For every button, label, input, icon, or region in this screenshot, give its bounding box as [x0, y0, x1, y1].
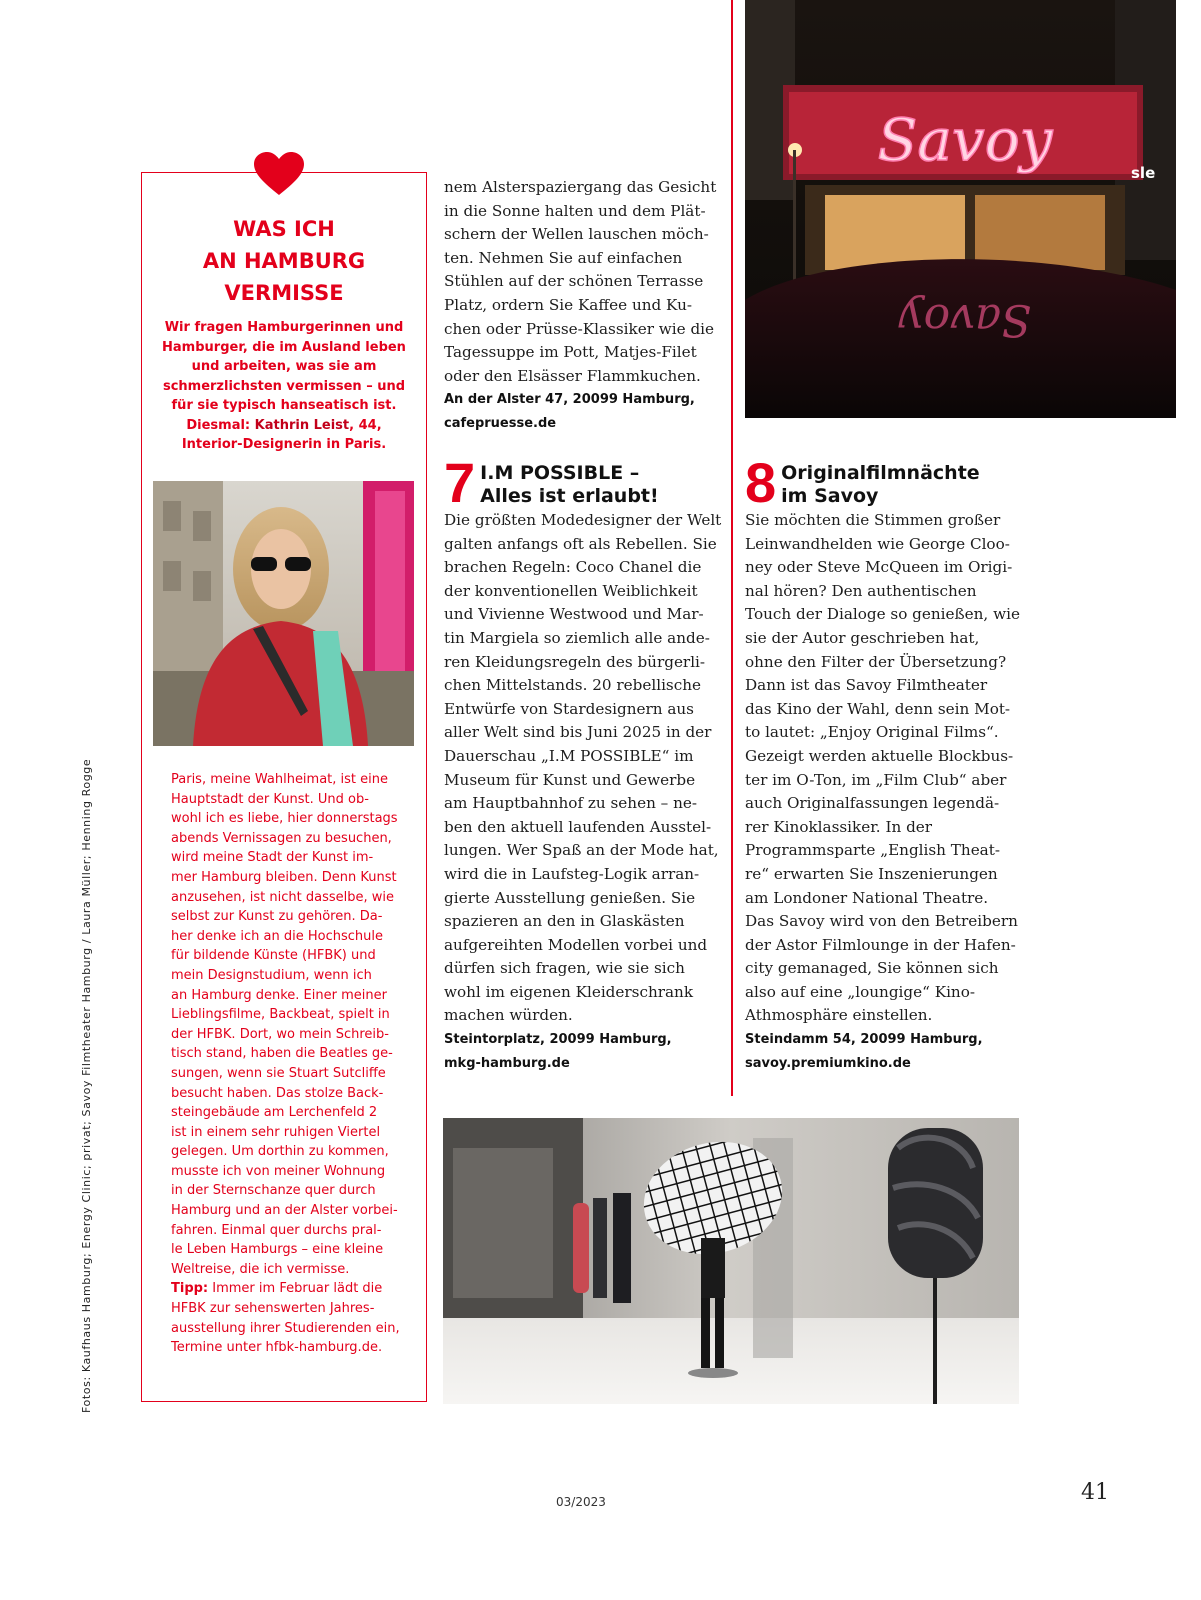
savoy-sign-text: Savoy — [877, 106, 1053, 174]
sidebar-intro: Wir fragen Hamburgerinnen und Hamburger, die im Ausland leben und arbeiten, was sie am schmerzlichsten vermissen – und für sie typisch hanseatisch ist. Diesmal: Kathrin Leist, 44, Interior-Designerin in Paris. — [162, 320, 406, 452]
section-8-body: Sie möchten die Stimmen großer Leinwandhelden wie George Cloo- ney oder Steve McQueen im Origi- nal hören? Den authentischen Touch der Dialoge so genießen, wie sie der Autor geschrieben hat, ohne den Filter der Übersetzung? Dann ist das Savoy Filmtheater das Kino der Wahl, denn sein Mot- to lautet: „Enjoy Original Films“. Gezeigt werden aktuelle Blockbus- ter im O-Ton, im „Film Club“ aber auch Originalfassungen legendä- rer Kinoklassiker. In der Programmsparte „English Theat- re“ erwarten Sie Inszenierungen am Londoner National Theatre. Das Savoy wird von den Betreibern der Astor Filmlounge in der Hafen- city gemanaged, Sie können sich also auf eine „loungige“ Kino- Athmosphäre einstellen. Steindamm 54, 20099 Hamburg, savoy.premiumkino.de — [745, 509, 1045, 1075]
exhibition-photo — [443, 1118, 1019, 1404]
section-7-address: Steintorplatz, 20099 Hamburg, — [444, 1032, 672, 1048]
issue-number: 03/2023 — [556, 1495, 606, 1509]
portrait-photo — [153, 481, 414, 746]
cafe-website: cafepruesse.de — [444, 415, 557, 431]
section-7-heading: 7 I.M POSSIBLE – Alles ist erlaubt! — [444, 451, 659, 514]
section-7-number: 7 — [444, 451, 476, 514]
section-8-website: savoy.premiumkino.de — [745, 1055, 911, 1071]
savoy-cinema-photo — [745, 0, 1176, 418]
section-8-address: Steindamm 54, 20099 Hamburg, — [745, 1032, 983, 1048]
section-8-number: 8 — [745, 451, 777, 514]
cafe-continued-text: nem Alsterspaziergang das Gesicht in die Sonne halten und dem Plät- schern der Wellen lauschen möch- ten. Nehmen Sie auf einfachen Stühlen auf der schönen Terrasse Platz, ordern Sie Kaffee und Ku- chen oder Prüsse-Klassiker wie die Tagessuppe im Pott, Matjes-Filet oder den Elsässer Flammkuchen. An der Alster 47, 20099 Hamburg, cafepruesse.de — [444, 176, 729, 436]
interviewee-name: Kathrin Leist — [254, 417, 350, 433]
heart-icon — [254, 152, 304, 196]
page-number: 41 — [1081, 1480, 1109, 1505]
sidebar-body: Paris, meine Wahlheimat, ist eine Hauptstadt der Kunst. Und ob- wohl ich es liebe, hier donnerstags abends Vernissagen zu besuchen, wird meine Stadt der Kunst im- mer Hamburg bleiben. Denn Kunst anzusehen, ist nicht dasselbe, wie selbst zur Kunst zu gehören. Da- her denke ich an die Hochschule für bildende Künste (HFBK) und mein Designstudium, wenn ich an Hamburg denke. Einer meiner Lieblingsfilme, Backbeat, spielt in der HFBK. Dort, wo mein Schreib- tisch stand, haben die Beatles ge- sungen, wenn sie Stuart Sutcliffe besucht haben. Das stolze Back- steingebäude am Lerchenfeld 2 ist in einem sehr ruhigen Viertel gelegen. Um dorthin zu kommen, musste ich von meiner Wohnung in der Sternschanze quer durch Hamburg und an der Alster vorbei- fahren. Einmal quer durchs pral- le Leben Hamburgs – eine kleine Weltreise, die ich vermisse. Tipp: Immer im Februar lädt die HFBK zur sehenswerten Jahres- ausstellung ihrer Studierenden ein, Termine unter hfbk-hamburg.de. — [171, 772, 400, 1356]
sidebar-title: WAS ICH AN HAMBURG VERMISSE — [202, 217, 366, 305]
tipp-label: Tipp: — [171, 1281, 209, 1297]
svg-text:Savoy: Savoy — [898, 294, 1032, 345]
section-8-heading: 8 Originalfilmnächte im Savoy — [745, 451, 980, 514]
section-7-website: mkg-hamburg.de — [444, 1055, 570, 1071]
photo-credits: Fotos: Kaufhaus Hamburg; Energy Clinic; privat; Savoy Filmtheater Hamburg / Laura Müller; Henning Rogge — [80, 758, 93, 1413]
svg-text:sle: sle — [1131, 164, 1156, 182]
column-divider — [731, 0, 733, 1096]
section-7-body: Die größten Modedesigner der Welt galten anfangs oft als Rebellen. Sie brachen Regeln: Coco Chanel die der konventionellen Weiblichkeit und Vivienne Westwood und Mar- tin Margiela so ziemlich alle ande- ren Kleidungsregeln des bürgerli- chen Mittelstands. 20 rebellische Entwürfe von Stardesignern aus aller Welt sind bis Juni 2025 in der Dauerschau „I.M POSSIBLE“ im Museum für Kunst und Gewerbe am Hauptbahnhof zu sehen – ne- ben den aktuell laufenden Ausstel- lungen. Wer Spaß an der Mode hat, wird die in Laufsteg-Logik arran- gierte Ausstellung genießen. Sie spazieren an den in Glaskästen aufgereihten Modellen vorbei und dürfen sich fragen, wie sie sich wohl im eigenen Kleiderschrank machen würden. Steintorplatz, 20099 Hamburg, mkg-hamburg.de — [444, 509, 729, 1075]
cafe-address: An der Alster 47, 20099 Hamburg, — [444, 392, 695, 408]
